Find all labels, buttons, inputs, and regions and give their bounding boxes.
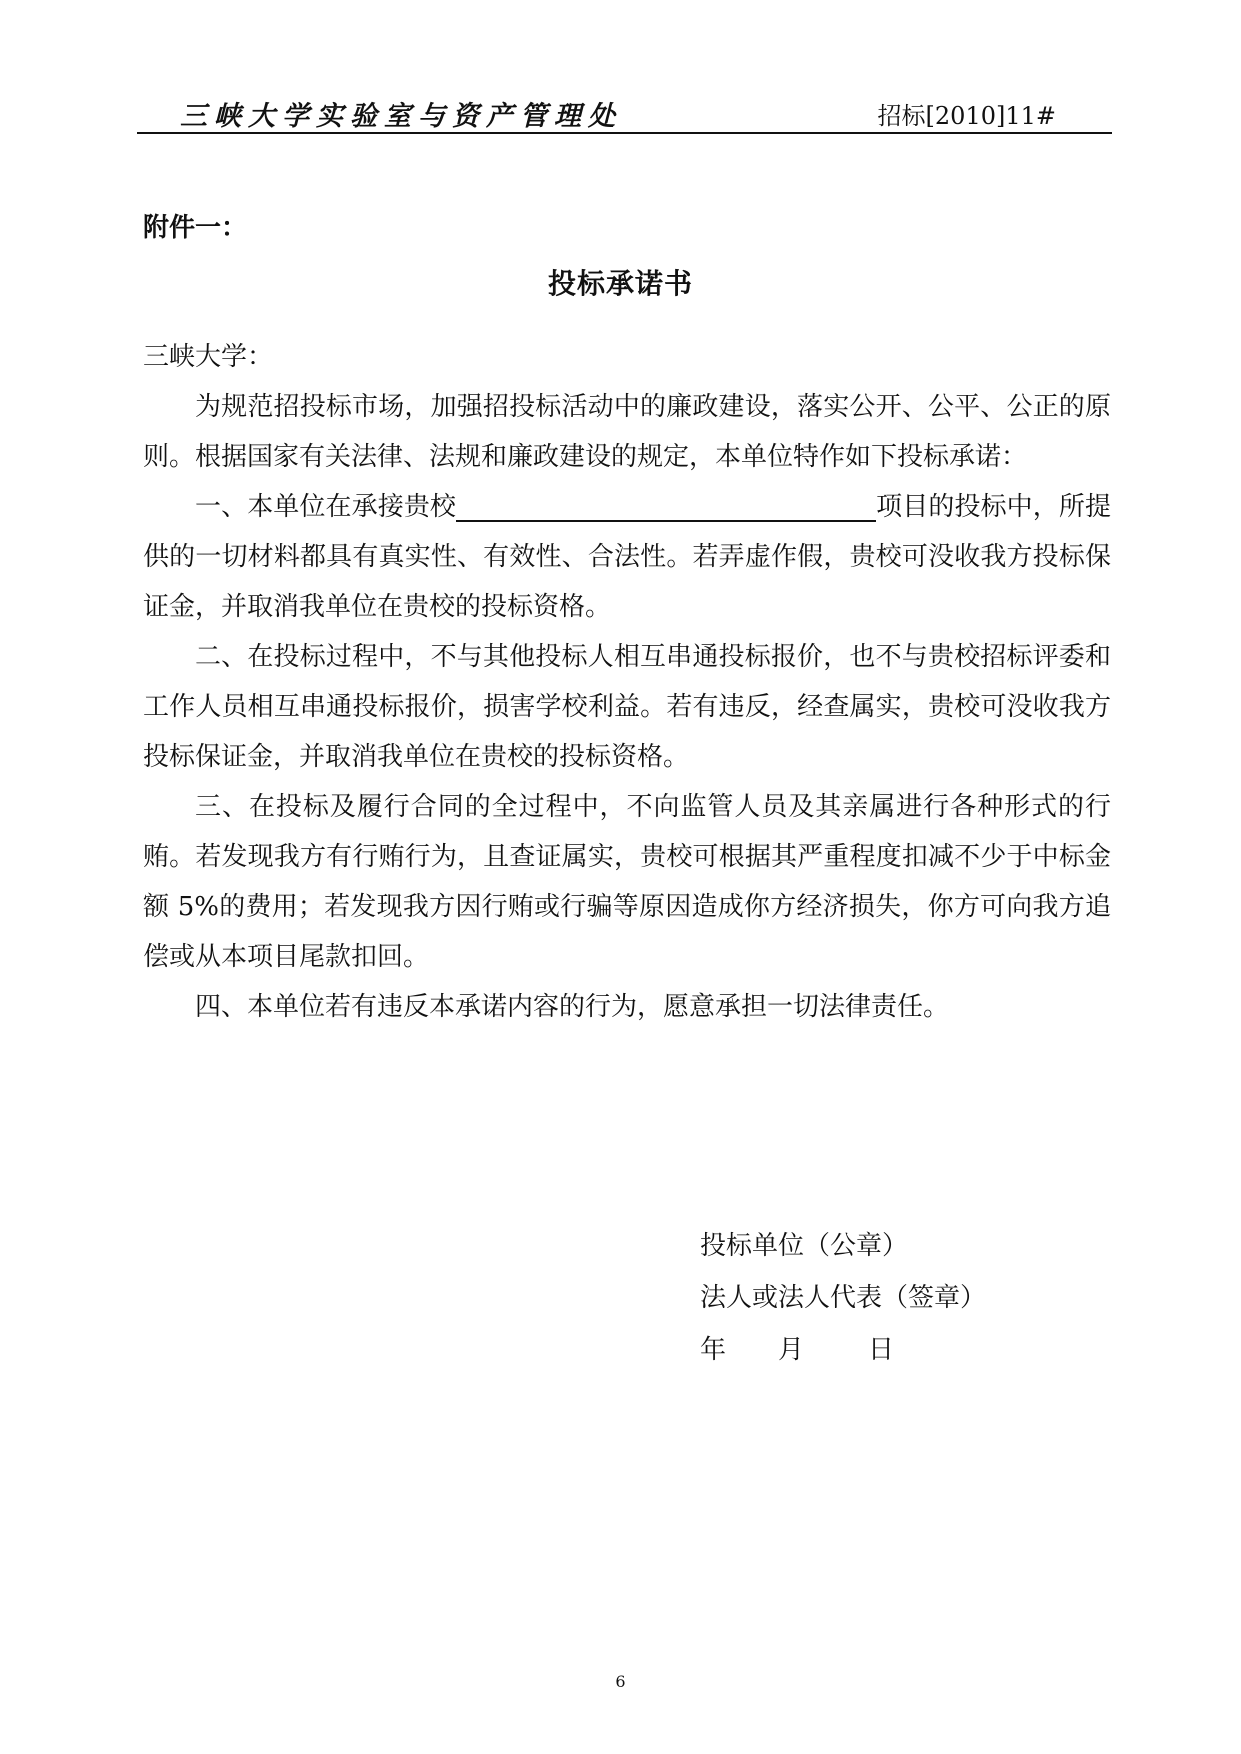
paragraph-item-4: 四、本单位若有违反本承诺内容的行为，愿意承担一切法律责任。: [195, 992, 950, 1022]
salutation: 三峡大学：: [143, 342, 274, 372]
date-day-label: 日: [868, 1335, 895, 1365]
header-organization: 三峡大学实验室与资产管理处: [180, 101, 622, 132]
header-doc-code: 招标[2010]11#: [877, 102, 1056, 130]
legal-rep-signature-label: 法人或法人代表（签章）: [700, 1283, 987, 1313]
item-1-text-after: 项目的投标中，所提供的一切材料都具有真实性、有效性、合法性。若弄虚作假，贵校可没收我方投标保证金，并取消我单位在贵校的投标资格。: [143, 492, 1111, 622]
date-line: [700, 1324, 986, 1376]
paragraph-item-3: 三、在投标及履行合同的全过程中，不向监管人员及其亲属进行各种形式的行贿。若发现我方有行贿行为，且查证属实，贵校可根据其严重程度扣减不少于中标金额 5%的费用；若发现我方因行贿或行骗等原因造成你方经济损失，你方可向我方追偿或从本项目尾款扣回。: [143, 792, 1111, 972]
project-name-blank[interactable]: [456, 488, 876, 522]
page-header: [137, 92, 1112, 134]
date-year-label: 年: [700, 1335, 727, 1365]
document-body: [143, 332, 1111, 1032]
document-title: 投标承诺书: [547, 267, 693, 300]
signature-block: [700, 1220, 986, 1376]
item-1-text-before: 一、本单位在承接贵校: [195, 492, 457, 522]
paragraph-item-2: 二、在投标过程中，不与其他投标人相互串通投标报价，也不与贵校招标评委和工作人员相互串通投标报价，损害学校利益。若有违反，经查属实，贵校可没收我方投标保证金，并取消我单位在贵校的投标资格。: [143, 642, 1111, 772]
page-number: 6: [615, 1672, 626, 1691]
paragraph-item-1: [143, 482, 1111, 632]
paragraph-intro: 为规范招投标市场，加强招投标活动中的廉政建设，落实公开、公平、公正的原则。根据国家有关法律、法规和廉政建设的规定，本单位特作如下投标承诺：: [143, 392, 1111, 472]
date-month-label: 月: [778, 1335, 805, 1365]
bidder-seal-label: 投标单位（公章）: [700, 1231, 909, 1261]
annex-label: 附件一：: [143, 213, 248, 243]
